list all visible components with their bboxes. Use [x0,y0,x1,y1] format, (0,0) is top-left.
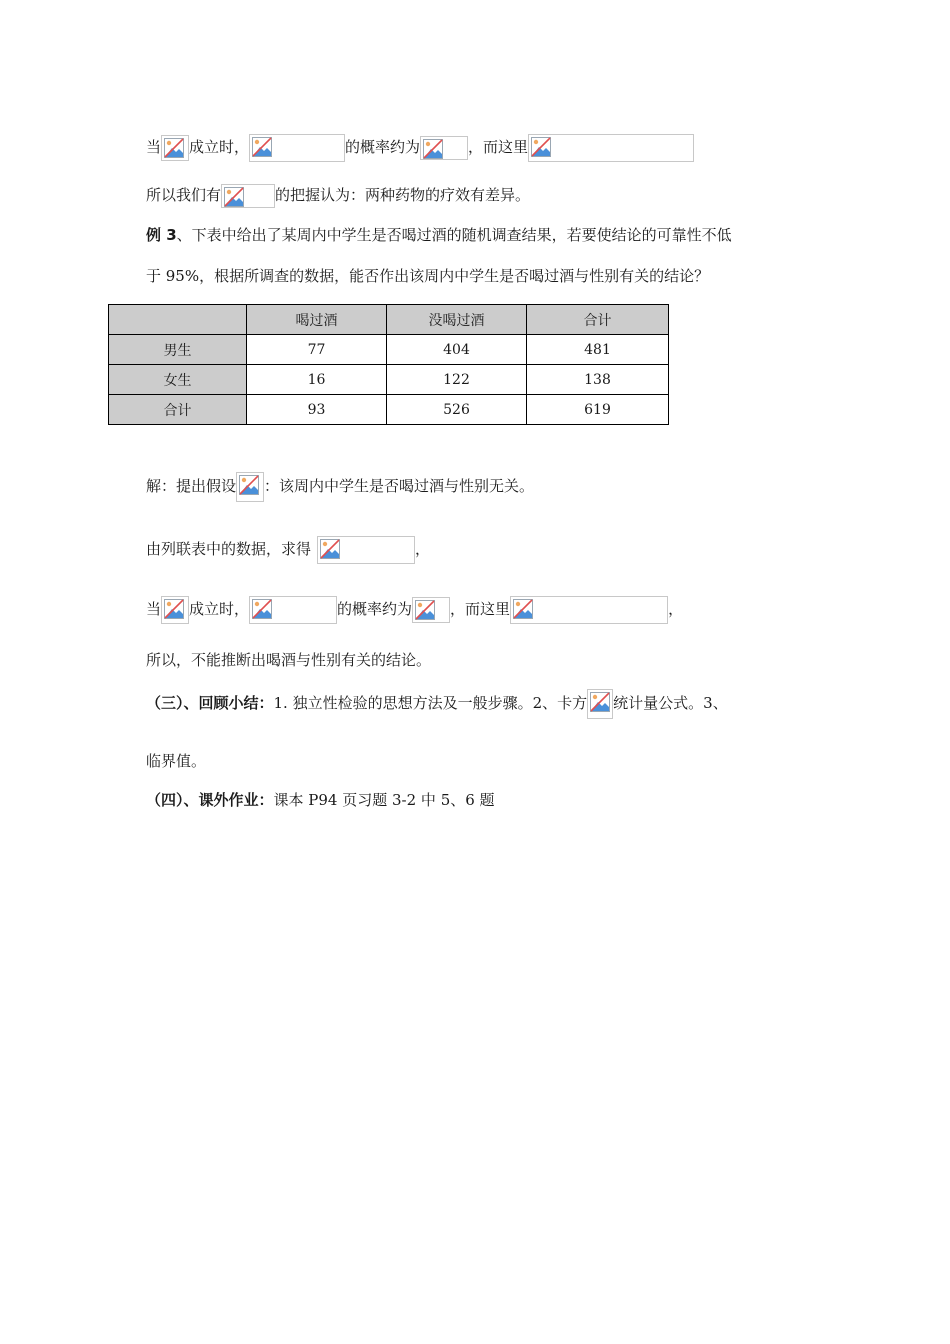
formula-image-icon [161,596,189,624]
table-cell: 404 [387,335,527,365]
text: 解：提出假设 [146,477,237,495]
text: 课本 P94 页习题 3-2 中 5、6 题 [273,791,495,809]
text: 由列联表中的数据，求得 [146,540,312,558]
row-label: 女生 [109,365,247,395]
table-cell: 93 [247,395,387,425]
text: ，而这里 [450,600,511,618]
section-label: （三）、回顾小结： [146,694,274,712]
formula-image-icon [412,597,450,623]
row-label: 合计 [109,395,247,425]
table-row [109,335,669,365]
solution-calculation [146,536,430,564]
paragraph-probability-1 [146,134,694,162]
text: 的概率约为 [337,600,413,618]
table-header-cell: 没喝过酒 [387,305,527,335]
text: ， [415,540,431,558]
text: 1. 独立性检验的思想方法及一般步骤。2、卡方 [273,694,588,712]
formula-image-icon [161,135,189,161]
text: 的概率约为 [345,138,421,156]
text: 所以，不能推断出喝酒与性别有关的结论。 [146,651,432,669]
table-header-cell [109,305,247,335]
table-header-cell: 合计 [527,305,669,335]
text: 成立时， [189,138,250,156]
formula-image-icon [221,184,275,208]
text: 统计量公式。3、 [613,694,728,712]
table-row [109,365,669,395]
text: ， [668,600,684,618]
example-3-line-2 [146,265,709,287]
review-summary-continued [146,750,206,772]
table-header-cell: 喝过酒 [247,305,387,335]
table-cell: 16 [247,365,387,395]
paragraph-conclusion-1 [146,184,530,208]
example-3-line-1 [146,224,732,246]
text: 的把握认为：两种药物的疗效有差异。 [275,186,531,204]
section-label: （四）、课外作业： [146,791,274,809]
text: 、下表中给出了某周内中学生是否喝过酒的随机调查结果，若要使结论的可靠性不低 [176,226,732,244]
table-row [109,395,669,425]
table-cell: 77 [247,335,387,365]
homework [146,789,495,811]
text: ，而这里 [468,138,529,156]
conclusion [146,649,431,671]
table-cell: 526 [387,395,527,425]
solution-hypothesis [146,472,534,502]
text: 当 [146,138,162,156]
formula-image-icon [528,134,694,162]
text: 所以我们有 [146,186,222,204]
formula-image-icon [317,536,415,564]
text: 于 95%，根据所调查的数据，能否作出该周内中学生是否喝过酒与性别有关的结论？ [146,267,710,285]
text: 当 [146,600,162,618]
formula-image-icon [510,596,668,624]
formula-image-icon [420,136,468,160]
table-cell: 122 [387,365,527,395]
example-label: 例 3 [146,226,177,244]
formula-image-icon [236,472,264,502]
text: ：该周内中学生是否喝过酒与性别无关。 [264,477,535,495]
text: 临界值。 [146,752,207,770]
table-cell: 619 [527,395,669,425]
formula-image-icon [249,134,345,162]
contingency-table [108,304,669,425]
formula-image-icon [587,689,613,719]
table-cell: 481 [527,335,669,365]
formula-image-icon [249,596,337,624]
row-label: 男生 [109,335,247,365]
table-header-row [109,305,669,335]
table-cell: 138 [527,365,669,395]
review-summary [146,689,728,719]
paragraph-probability-2 [146,596,683,624]
text: 成立时， [189,600,250,618]
